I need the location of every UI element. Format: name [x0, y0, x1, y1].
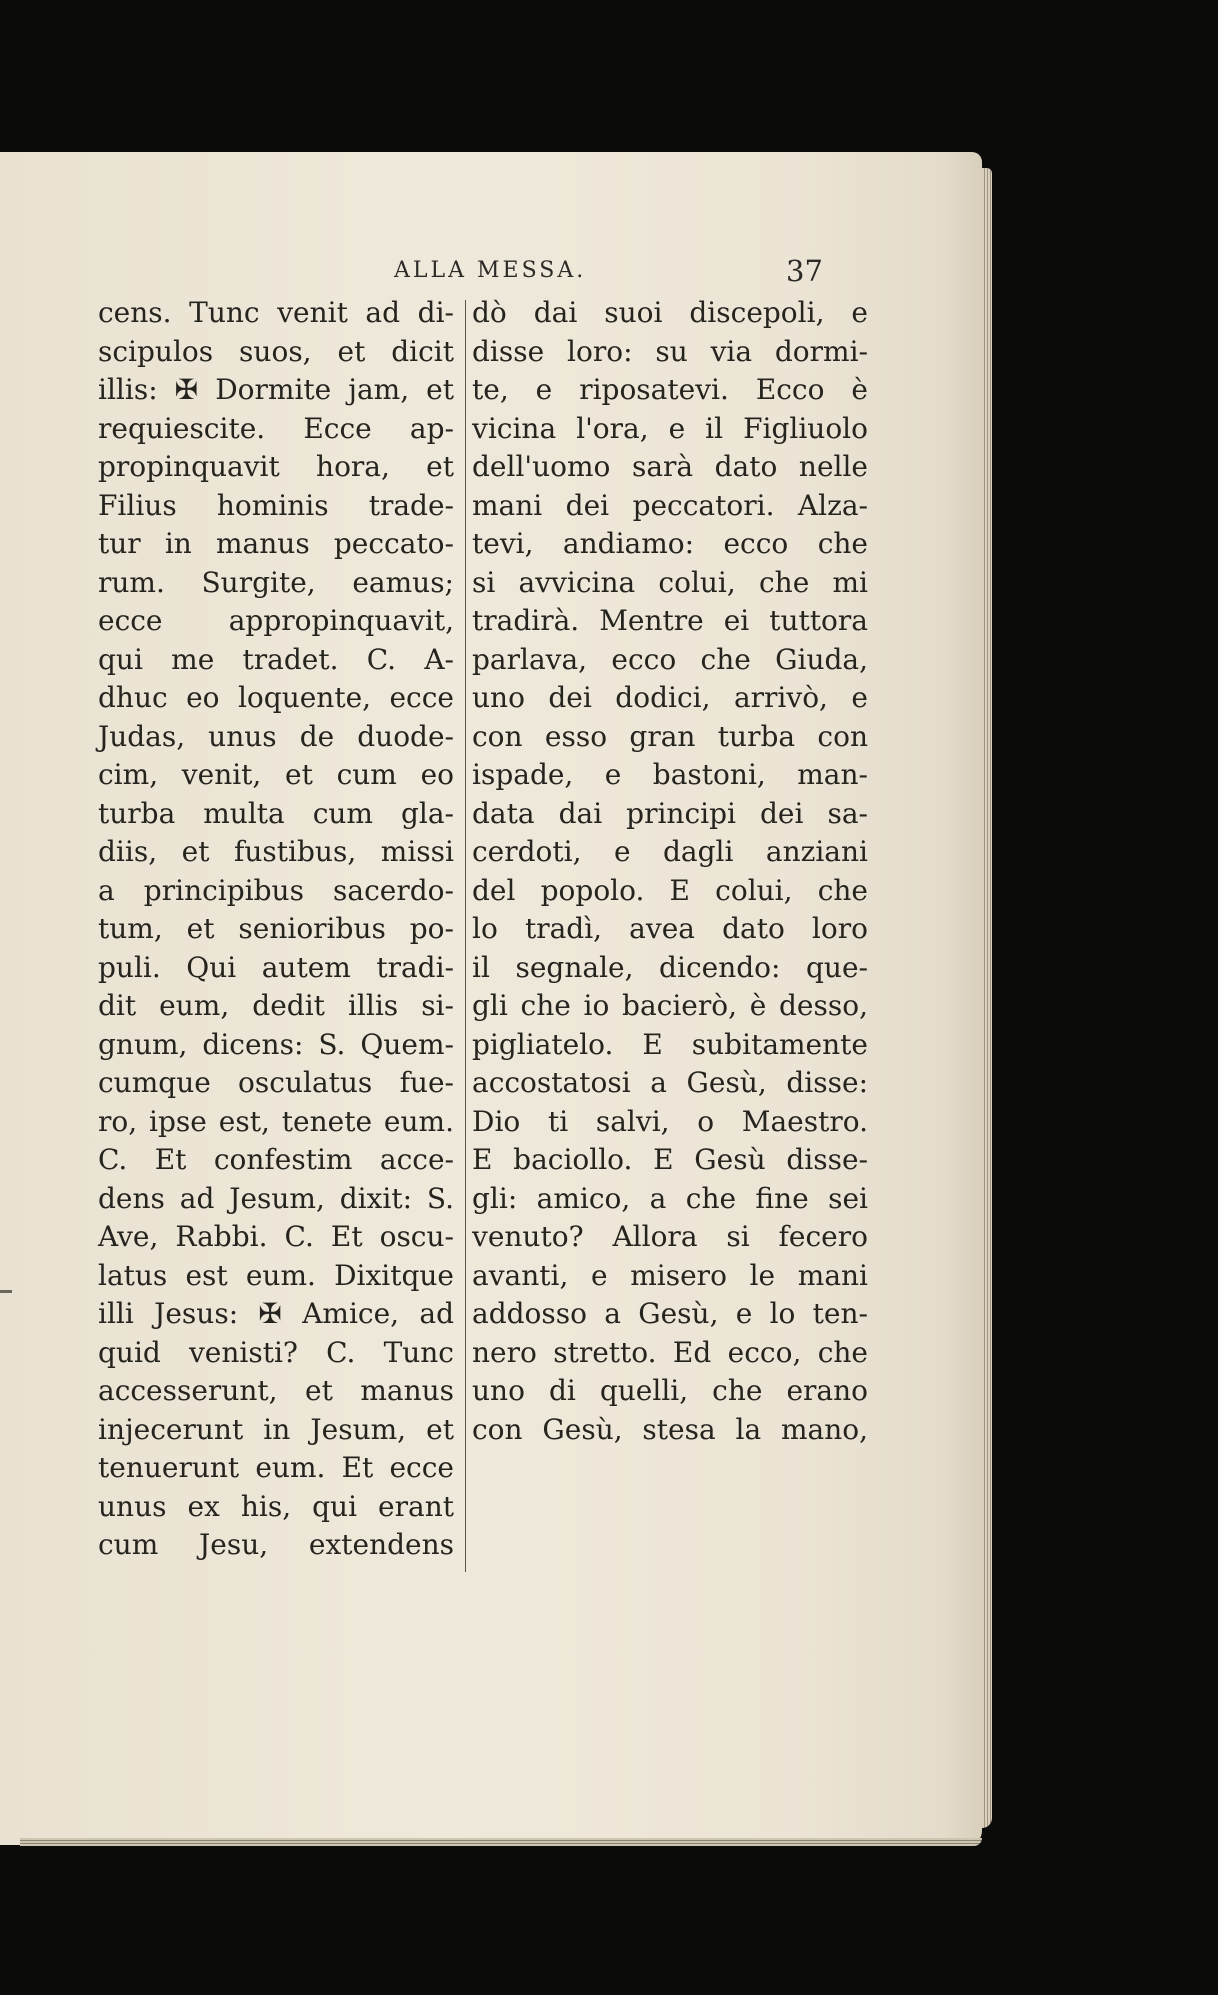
text-line: scipulos suos, et dicit [98, 334, 454, 368]
text-line: C. Et confestim acce- [98, 1143, 454, 1176]
text-line: latus est eum. Dixitque [98, 1258, 454, 1292]
text-line: tum, et senioribus po- [98, 912, 454, 945]
italian-column [472, 294, 868, 1449]
text-line: Judas, unus de duode- [98, 719, 454, 753]
text-line: gnum, dicens: S. Quem- [98, 1027, 454, 1061]
column-divider [465, 300, 466, 1572]
text-line: dhuc eo loquente, ecce [98, 681, 454, 714]
text-line: a principibus sacerdo- [98, 873, 454, 907]
text-line: vicina l'ora, e il Figliuolo [472, 411, 868, 445]
text-line: gli che io bacierò, è desso, [472, 989, 868, 1022]
running-title: ALLA MESSA. [394, 258, 587, 283]
text-line: propinquavit hora, et [98, 450, 454, 483]
text-line: tenuerunt eum. Et ecce [98, 1451, 454, 1484]
text-line: uno di quelli, che erano [472, 1374, 868, 1407]
text-line: Dio ti salvi, o Maestro. [472, 1104, 868, 1138]
text-line: gli: amico, a che fine sei [472, 1181, 868, 1215]
text-line: accostatosi a Gesù, disse: [472, 1066, 868, 1099]
text-line: dit eum, dedit illis si- [98, 989, 454, 1022]
text-line: cim, venit, et cum eo [98, 758, 454, 791]
page-number: 37 [786, 254, 823, 288]
page-edges [982, 168, 992, 1828]
text-line: qui me tradet. C. A- [98, 642, 454, 676]
text-line: requiescite. Ecce ap- [98, 411, 454, 445]
text-line: te, e riposatevi. Ecco è [472, 373, 868, 406]
text-line: ro, ipse est, tenete eum. [98, 1104, 454, 1138]
text-line: turba multa cum gla- [98, 796, 454, 830]
text-line: uno dei dodici, arrivò, e [472, 681, 868, 714]
text-line: puli. Qui autem tradi- [98, 950, 454, 984]
text-line: tur in manus peccato- [98, 527, 454, 560]
text-line: Filius hominis trade- [98, 488, 454, 522]
text-line: avanti, e misero le mani [472, 1258, 868, 1292]
text-line: injecerunt in Jesum, et [98, 1412, 454, 1446]
text-line: illis: ✠ Dormite jam, et [98, 373, 454, 406]
text-line: diis, et fustibus, missi [98, 835, 454, 868]
text-line: ecce appropinquavit, [98, 604, 454, 637]
text-line: mani dei peccatori. Alza- [472, 488, 868, 522]
latin-column [98, 294, 454, 1565]
text-line: disse loro: su via dormi- [472, 334, 868, 368]
text-line: E baciollo. E Gesù disse- [472, 1143, 868, 1176]
text-line: dell'uomo sarà dato nelle [472, 450, 868, 483]
text-line: con esso gran turba con [472, 719, 868, 753]
binding-mark [0, 1290, 12, 1293]
text-line: illi Jesus: ✠ Amice, ad [98, 1297, 454, 1330]
running-head [0, 254, 982, 288]
text-line: lo tradì, avea dato loro [472, 912, 868, 945]
text-line: ispade, e bastoni, man- [472, 758, 868, 791]
text-line: cum Jesu, extendens [98, 1528, 454, 1561]
text-line: cerdoti, e dagli anziani [472, 835, 868, 868]
text-line: il segnale, dicendo: que- [472, 950, 868, 984]
text-line: pigliatelo. E subitamente [472, 1027, 868, 1061]
page-edges-bottom [20, 1838, 982, 1846]
text-line: cens. Tunc venit ad di- [98, 296, 454, 329]
text-line: cumque osculatus fue- [98, 1066, 454, 1099]
text-line: dens ad Jesum, dixit: S. [98, 1181, 454, 1215]
text-line: dò dai suoi discepoli, e [472, 296, 868, 329]
text-line: unus ex his, qui erant [98, 1489, 454, 1523]
text-line: accesserunt, et manus [98, 1374, 454, 1407]
text-line: Ave, Rabbi. C. Et oscu- [98, 1220, 454, 1253]
text-line: parlava, ecco che Giuda, [472, 642, 868, 676]
text-line: tradirà. Mentre ei tuttora [472, 604, 868, 637]
text-line: quid venisti? C. Tunc [98, 1335, 454, 1369]
text-line: rum. Surgite, eamus; [98, 565, 454, 599]
text-line: nero stretto. Ed ecco, che [472, 1335, 868, 1369]
text-line: tevi, andiamo: ecco che [472, 527, 868, 560]
text-line: del popolo. E colui, che [472, 873, 868, 907]
text-line: data dai principi dei sa- [472, 796, 868, 830]
text-line: addosso a Gesù, e lo ten- [472, 1297, 868, 1330]
text-line: venuto? Allora si fecero [472, 1220, 868, 1253]
text-line: con Gesù, stesa la mano, [472, 1412, 868, 1446]
text-line: si avvicina colui, che mi [472, 565, 868, 599]
